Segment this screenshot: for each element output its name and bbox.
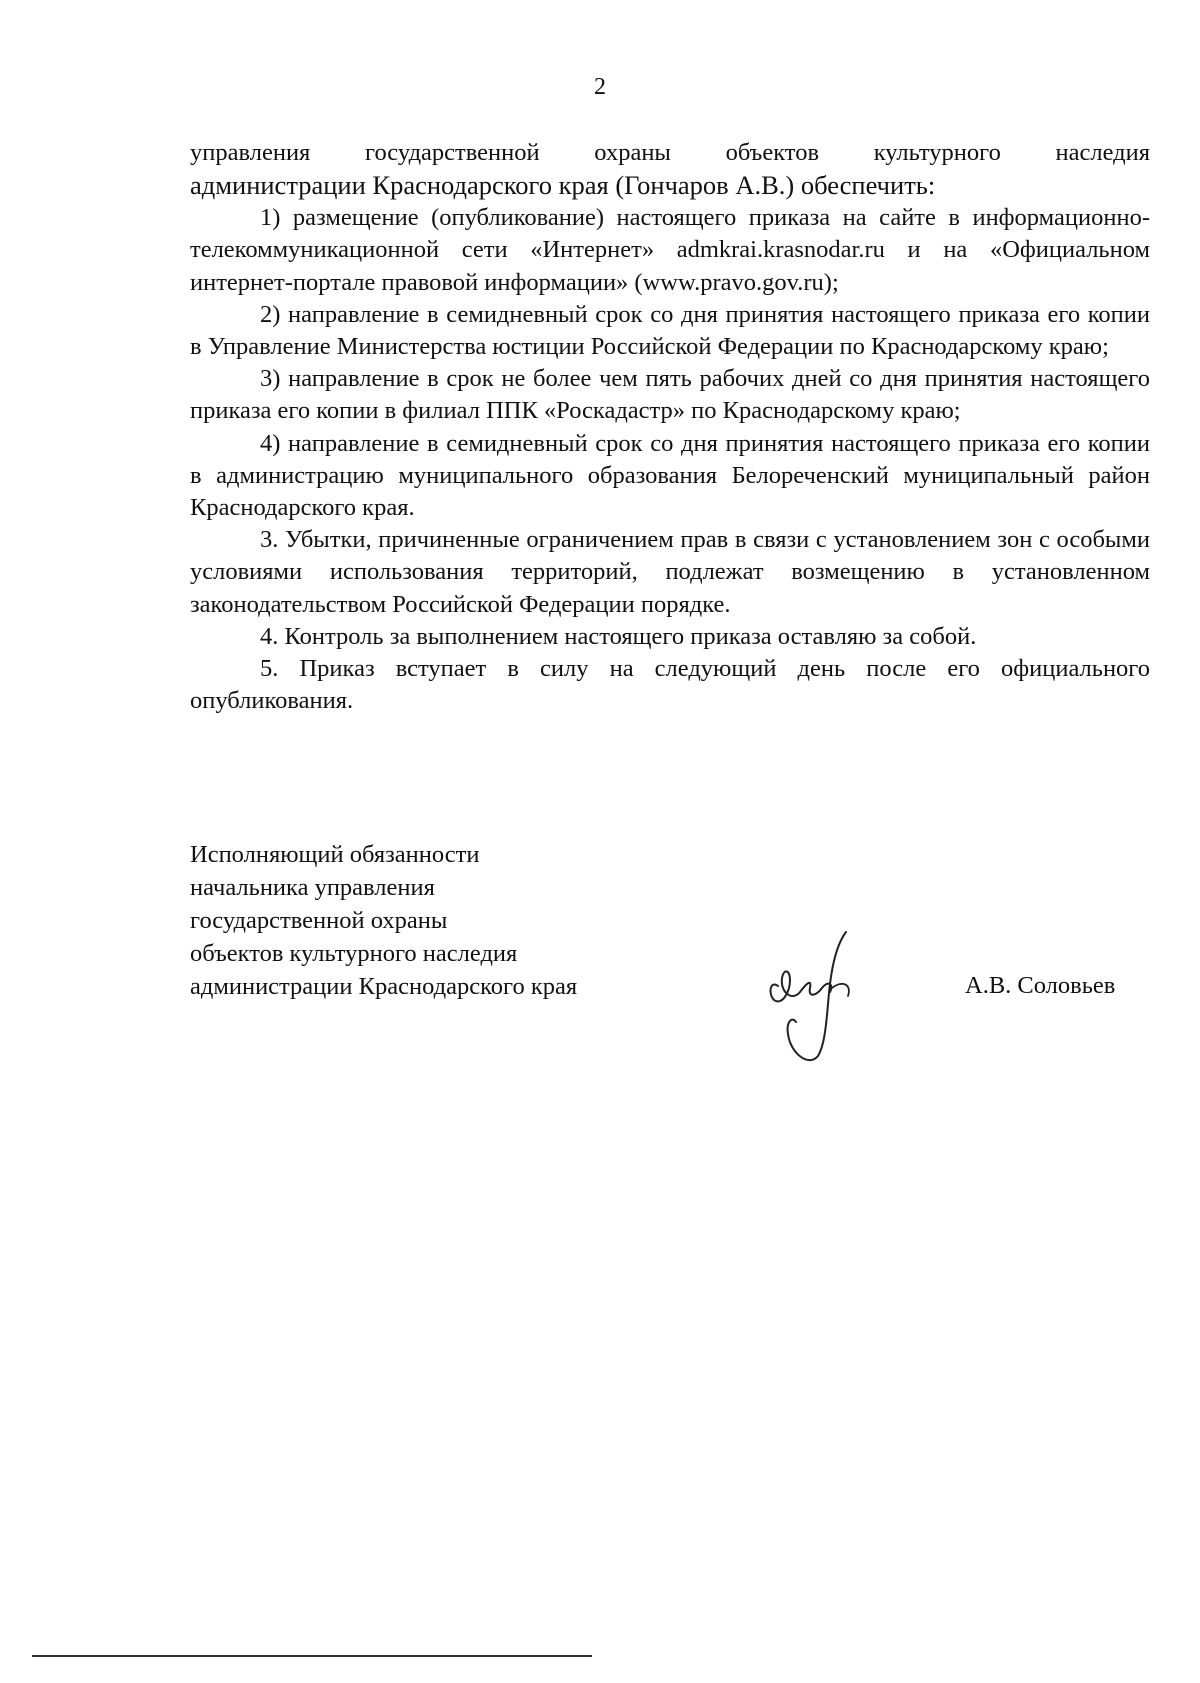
page-number: 2 [594,74,606,100]
bottom-rule [32,1654,592,1658]
handwritten-signature [760,918,870,1068]
signature-block [190,838,1150,1098]
clause-5: 5. Приказ вступает в силу на следующий день после его официального опубликования. [190,655,1150,715]
intro-line-2: администрации Краснодарского края (Гончаров А.В.) обеспечить: [190,170,936,201]
document-body [190,137,1150,717]
intro-line-1: управления государственной охраны объектов культурного наследия [190,139,1150,166]
signer-title-line: начальника управления [190,874,435,901]
clause-3: 3. Убытки, причиненные ограничением прав в связи с установлением зон с особыми условиями использования территорий, подлежат возмещению в установленном законодательством Российской Федерации порядке. [190,526,1150,618]
signer-name: А.В. Соловьев [965,972,1116,999]
signer-title-line: администрации Краснодарского края [190,973,578,1000]
signer-title-line: государственной охраны [190,907,448,934]
list-item-3: 3) направление в срок не более чем пять рабочих дней со дня принятия настоящего приказа его копии в филиал ППК «Роскадастр» по Краснодарскому краю; [190,365,1150,425]
signer-title-line: Исполняющий обязанности [190,841,480,868]
clause-4: 4. Контроль за выполнением настоящего приказа оставляю за собой. [260,622,977,650]
list-item-2: 2) направление в семидневный срок со дня принятия настоящего приказа его копии в Управление Министерства юстиции Российской Федерации по Краснодарскому краю; [190,300,1150,361]
list-item-1: 1) размещение (опубликование) настоящего приказа на сайте в информационно-телекоммуникационной сети «Интернет» admkrai.krasnodar.ru и на «Официальном интернет-портале правовой информации» (www.pravo.gov.ru); [190,204,1150,296]
list-item-4: 4) направление в семидневный срок со дня принятия настоящего приказа его копии в администрацию муниципального образования Белореченский муниципальный район Краснодарского края. [190,429,1150,522]
signer-title [190,838,710,1003]
signer-title-line: объектов культурного наследия [190,940,518,967]
